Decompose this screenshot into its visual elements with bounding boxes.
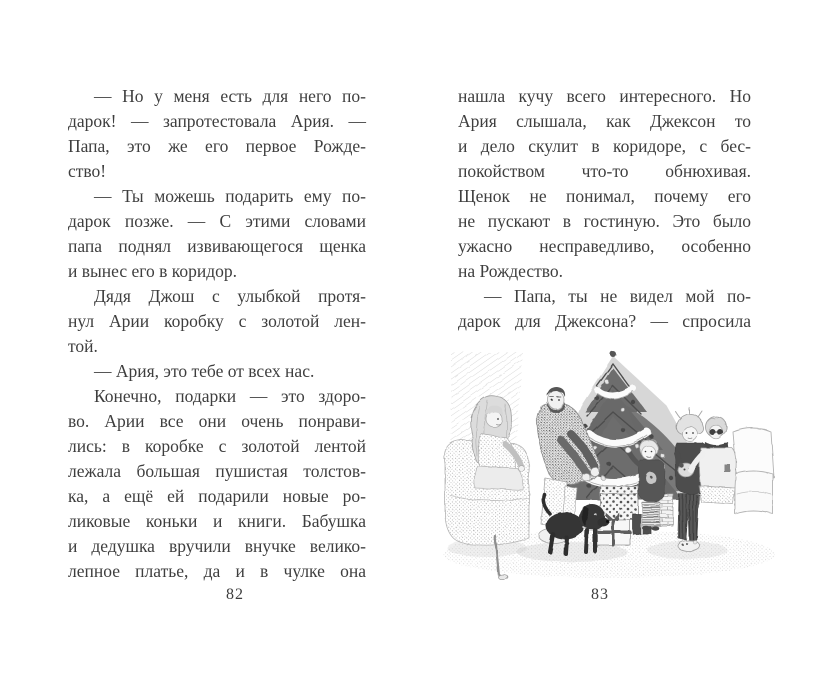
illustration-svg: [437, 346, 775, 580]
text-line: папа поднял извивающегося щенка: [68, 236, 366, 256]
text-line: на Рождество.: [458, 261, 563, 281]
text-line: дарок для Джексона? — спросила: [458, 311, 751, 331]
text-line: Дядя Джош с улыбкой протя-: [94, 286, 366, 306]
text-line: ство!: [68, 161, 107, 181]
text-line: — Ты можешь подарить ему по-: [94, 186, 366, 206]
christmas-family-illustration: [437, 346, 775, 580]
text-line: Щенок не понимал, почему его: [458, 186, 751, 206]
text-line: лись: в коробке с золотой лентой: [68, 436, 366, 456]
page-number-left: 82: [226, 586, 244, 603]
text-line: не пускают в гостиную. Это было: [458, 211, 751, 231]
text-line: и дело скулит в коридоре, с бес-: [458, 136, 751, 156]
text-line: и вынес его в коридор.: [68, 261, 238, 281]
text-line: нашла кучу всего интересного. Но: [458, 86, 751, 106]
text-line: Папа, это же его первое Рожде-: [68, 136, 366, 156]
text-line: — Папа, ты не видел мой по-: [484, 286, 751, 306]
sofa: [733, 428, 774, 514]
text-line: дарок позже. — С этими словами: [68, 211, 366, 231]
text-line: лежала большая пушистая толстов-: [68, 461, 366, 481]
text-line: и дедушка вручили внучке велико-: [68, 536, 366, 556]
text-line: лепное платье, да и в чулке она: [68, 561, 366, 581]
text-line: нул Арии коробку с золотой лен-: [68, 311, 366, 331]
text-line: во. Арии все они очень понрави-: [68, 411, 366, 431]
text-line: ужасно несправедливо, особенно: [458, 236, 751, 256]
text-line: — Ария, это тебе от всех нас.: [94, 361, 315, 381]
text-line: Ария слышала, как Джексон то: [458, 111, 751, 131]
text-line: покойством что-то обнюхивая.: [458, 161, 751, 181]
text-line: ликовые коньки и книги. Бабушка: [68, 511, 366, 531]
text-line: дарок! — запротестовала Ария. —: [68, 111, 366, 131]
page-right-text: [458, 84, 751, 334]
text-line: Конечно, подарки — это здоро-: [94, 386, 366, 406]
text-line: ка, а ещё ей подарили новые ро-: [68, 486, 366, 506]
text-line: — Но у меня есть для него по-: [94, 86, 366, 106]
page-number-right: 83: [591, 586, 609, 603]
page-left-text: [68, 84, 366, 584]
text-line: той.: [68, 336, 98, 356]
